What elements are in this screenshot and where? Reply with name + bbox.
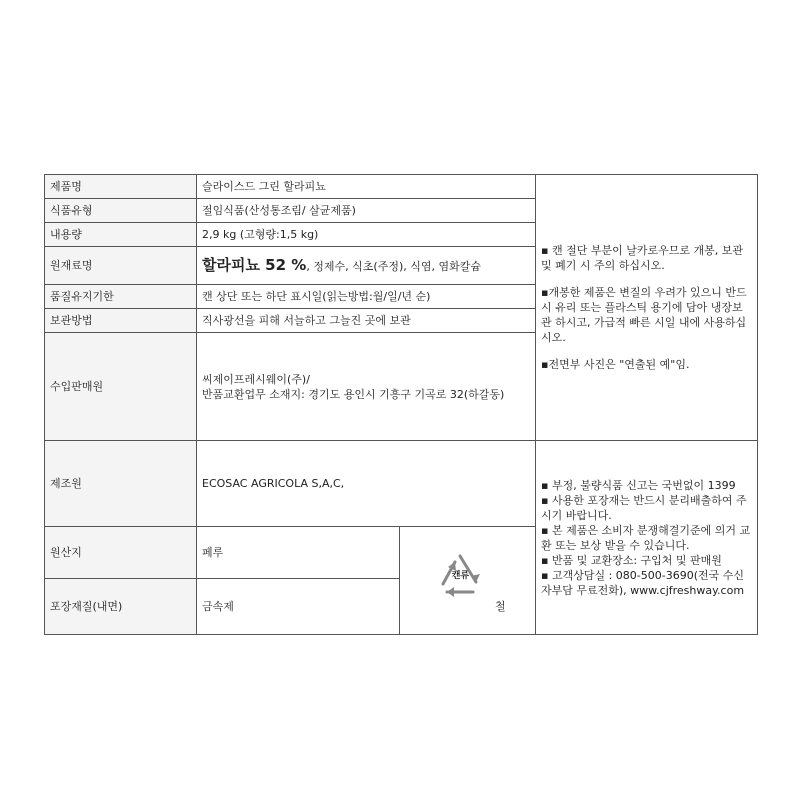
label-manufacturer: 제조원 xyxy=(45,441,197,527)
notes-top xyxy=(536,175,758,441)
value-manufacturer: ECOSAC AGRICOLA S,A,C, xyxy=(197,441,536,527)
importer-name: 씨제이프레시웨이(주)/ xyxy=(202,372,310,386)
note-customer-service: ▪ 고객상담실 : 080-500-3690(전국 수신자부담 무료전화), www.cjfreshway.com xyxy=(541,568,745,597)
row-product-name xyxy=(45,175,758,199)
label-storage: 보관방법 xyxy=(45,309,197,333)
other-ingredients: , 정제수, 식초(주정), 식염, 염화칼슘 xyxy=(306,259,482,273)
note-return: ▪ 반품 및 교환장소: 구입처 및 판매원 xyxy=(541,553,722,567)
note-report: ▪ 부정, 불량식품 신고는 국번없이 1399 xyxy=(541,478,736,492)
label-content: 내용량 xyxy=(45,223,197,247)
product-label-table xyxy=(44,174,758,635)
label-packaging: 포장재질(내면) xyxy=(45,579,197,635)
recycle-icon xyxy=(429,548,491,610)
note-storage-after-open: ▪개봉한 제품은 변질의 우려가 있으니 반드시 유리 또는 플라스틱 용기에 담아 냉장보관 하시고, 가급적 빠른 시일 내에 사용하십시오. xyxy=(541,286,747,344)
note-dispute: ▪ 본 제품은 소비자 분쟁해결기준에 의거 교환 또는 보상 받을 수 있습니다. xyxy=(541,523,751,552)
label-expiry: 품질유지기한 xyxy=(45,285,197,309)
label-importer: 수입판매원 xyxy=(45,333,197,441)
value-importer xyxy=(197,333,536,441)
row-manufacturer xyxy=(45,441,758,527)
value-food-type: 절임식품(산성통조림/ 살균제품) xyxy=(197,199,536,223)
label-food-type: 식품유형 xyxy=(45,199,197,223)
note-recycle: ▪ 사용한 포장재는 반드시 분리배출하여 주시기 바랍니다. xyxy=(541,493,747,522)
note-caution: ▪ 캔 절단 부분이 날카로우므로 개봉, 보관 및 폐기 시 주의 하십시오. xyxy=(541,244,743,272)
value-storage: 직사광선을 피해 서늘하고 그늘진 곳에 보관 xyxy=(197,309,536,333)
recycle-material: 캔류 xyxy=(451,570,470,581)
label-ingredients: 원재료명 xyxy=(45,247,197,285)
recycle-sub: 철 xyxy=(494,599,506,613)
value-product-name: 슬라이스드 그린 할라피뇨 xyxy=(197,175,536,199)
value-expiry: 캔 상단 또는 하단 표시일(읽는방법:월/일/년 순) xyxy=(197,285,536,309)
main-ingredient: 할라피뇨 52 % xyxy=(202,255,307,274)
note-photo: ▪전면부 사진은 "연출된 예"임. xyxy=(541,358,690,371)
value-ingredients xyxy=(197,247,536,285)
label-product-name: 제품명 xyxy=(45,175,197,199)
value-packaging: 금속제 xyxy=(197,579,400,635)
value-content: 2,9 kg (고형량:1,5 kg) xyxy=(197,223,536,247)
importer-address: 반품교환업무 소재지: 경기도 용인시 기흥구 기곡로 32(하갈동) xyxy=(202,387,505,401)
notes-bottom xyxy=(536,441,758,635)
value-origin: 페루 xyxy=(197,527,400,579)
recycle-mark-cell xyxy=(400,527,536,635)
label-origin: 원산지 xyxy=(45,527,197,579)
